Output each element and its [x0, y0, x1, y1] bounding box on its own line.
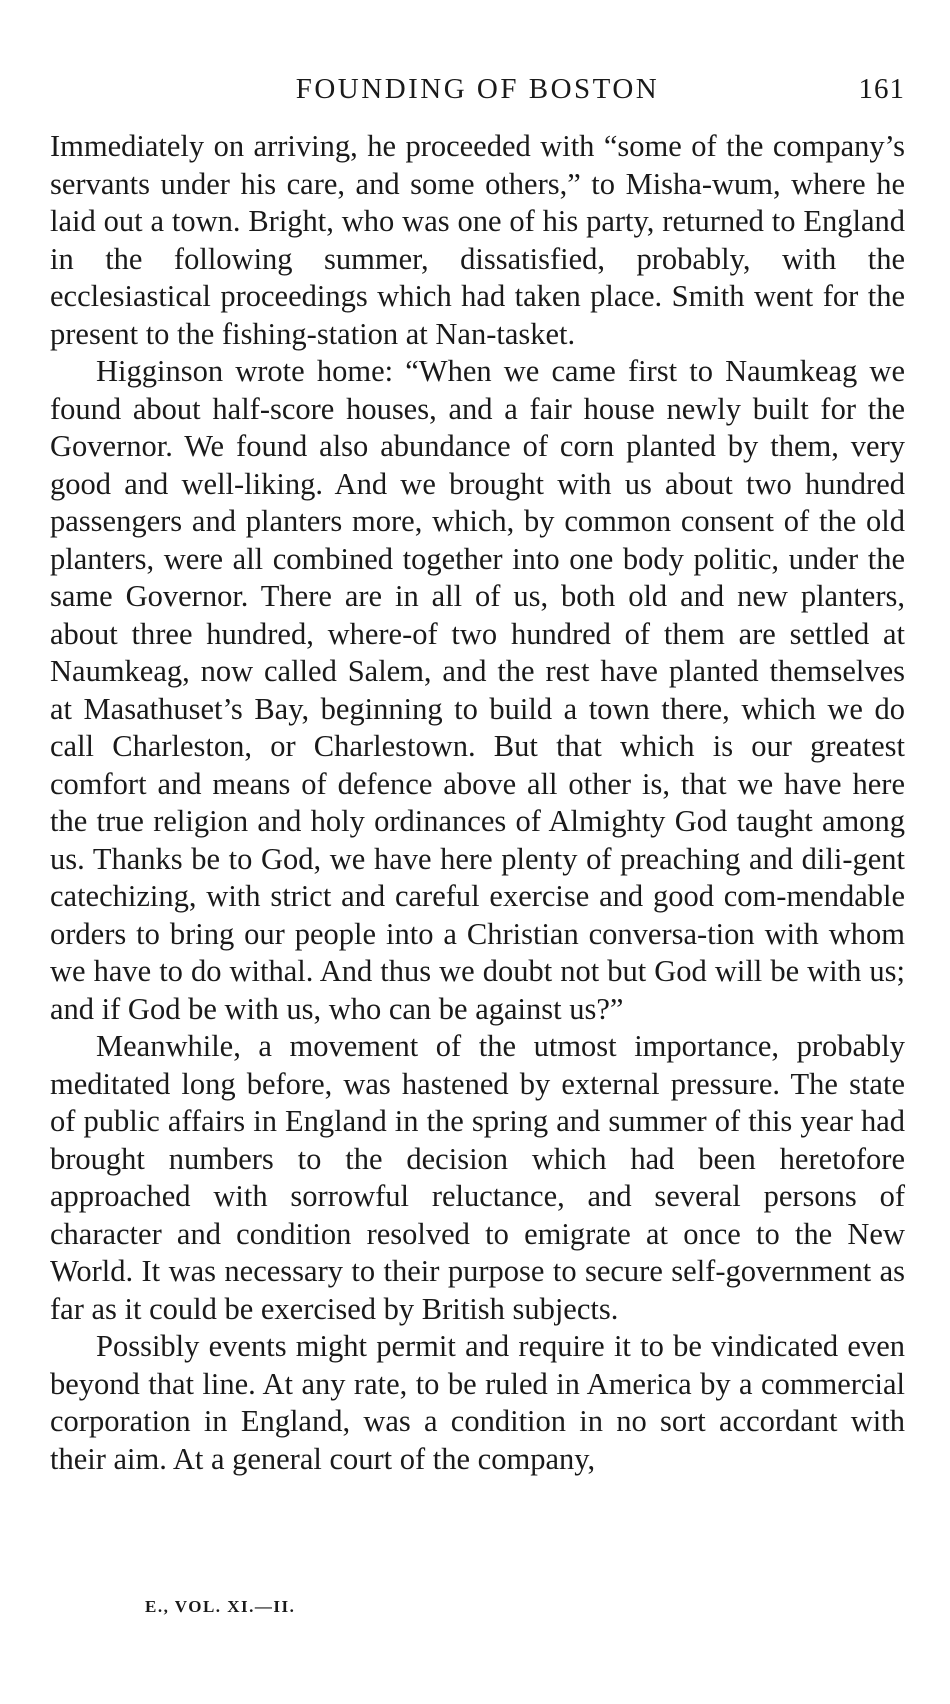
- body-text: [50, 128, 905, 1478]
- book-page: [50, 66, 905, 1478]
- paragraph-2: Higginson wrote home: “When we came first to Naumkeag we found about half-score houses, and a fair house newly built for the Governor. We found also abundance of corn planted by them, very good and well-liking. And we brought with us about two hundred passengers and planters more, which, by common consent of the old planters, were all combined together into one body politic, under the same Governor. There are in all of us, both old and new planters, about three hundred, where-of two hundred of them are settled at Naumkeag, now called Salem, and the rest have planted themselves at Masathuset’s Bay, beginning to build a town there, which we do call Charleston, or Charlestown. But that which is our greatest comfort and means of defence above all other is, that we have here the true religion and holy ordinances of Almighty God taught among us. Thanks be to God, we have here plenty of preaching and dili-gent catechizing, with strict and careful exercise and good com-mendable orders to bring our people into a Christian conversa-tion with whom we have to do withal. And thus we doubt not but God will be with us; and if God be with us, who can be against us?”: [50, 354, 905, 1026]
- running-head: [50, 66, 905, 112]
- paragraph-3: Meanwhile, a movement of the utmost importance, probably meditated long before, was hastened by external pressure. The state of public affairs in England in the spring and summer of this year had brought numbers to the decision which had been heretofore approached with sorrowful reluctance, and several persons of character and condition resolved to emigrate at once to the New World. It was necessary to their purpose to secure self-government as far as it could be exercised by British subjects.: [50, 1029, 905, 1326]
- page-number: 161: [858, 73, 905, 105]
- paragraph-4: Possibly events might permit and require it to be vindicated even beyond that line. At any rate, to be ruled in America by a commercial corporation in England, was a condition in no sort accordant with their aim. At a general court of the company,: [50, 1329, 905, 1476]
- signature-mark: E., VOL. XI.—II.: [145, 1597, 296, 1616]
- running-title: FOUNDING OF BOSTON: [295, 73, 660, 105]
- paragraph-1: Immediately on arriving, he proceeded with “some of the company’s servants under his care, and some others,” to Misha-wum, where he laid out a town. Bright, who was one of his party, returned to England in the following summer, dissatisfied, probably, with the ecclesiastical proceedings which had taken place. Smith went for the present to the fishing-station at Nan-tasket.: [50, 129, 905, 351]
